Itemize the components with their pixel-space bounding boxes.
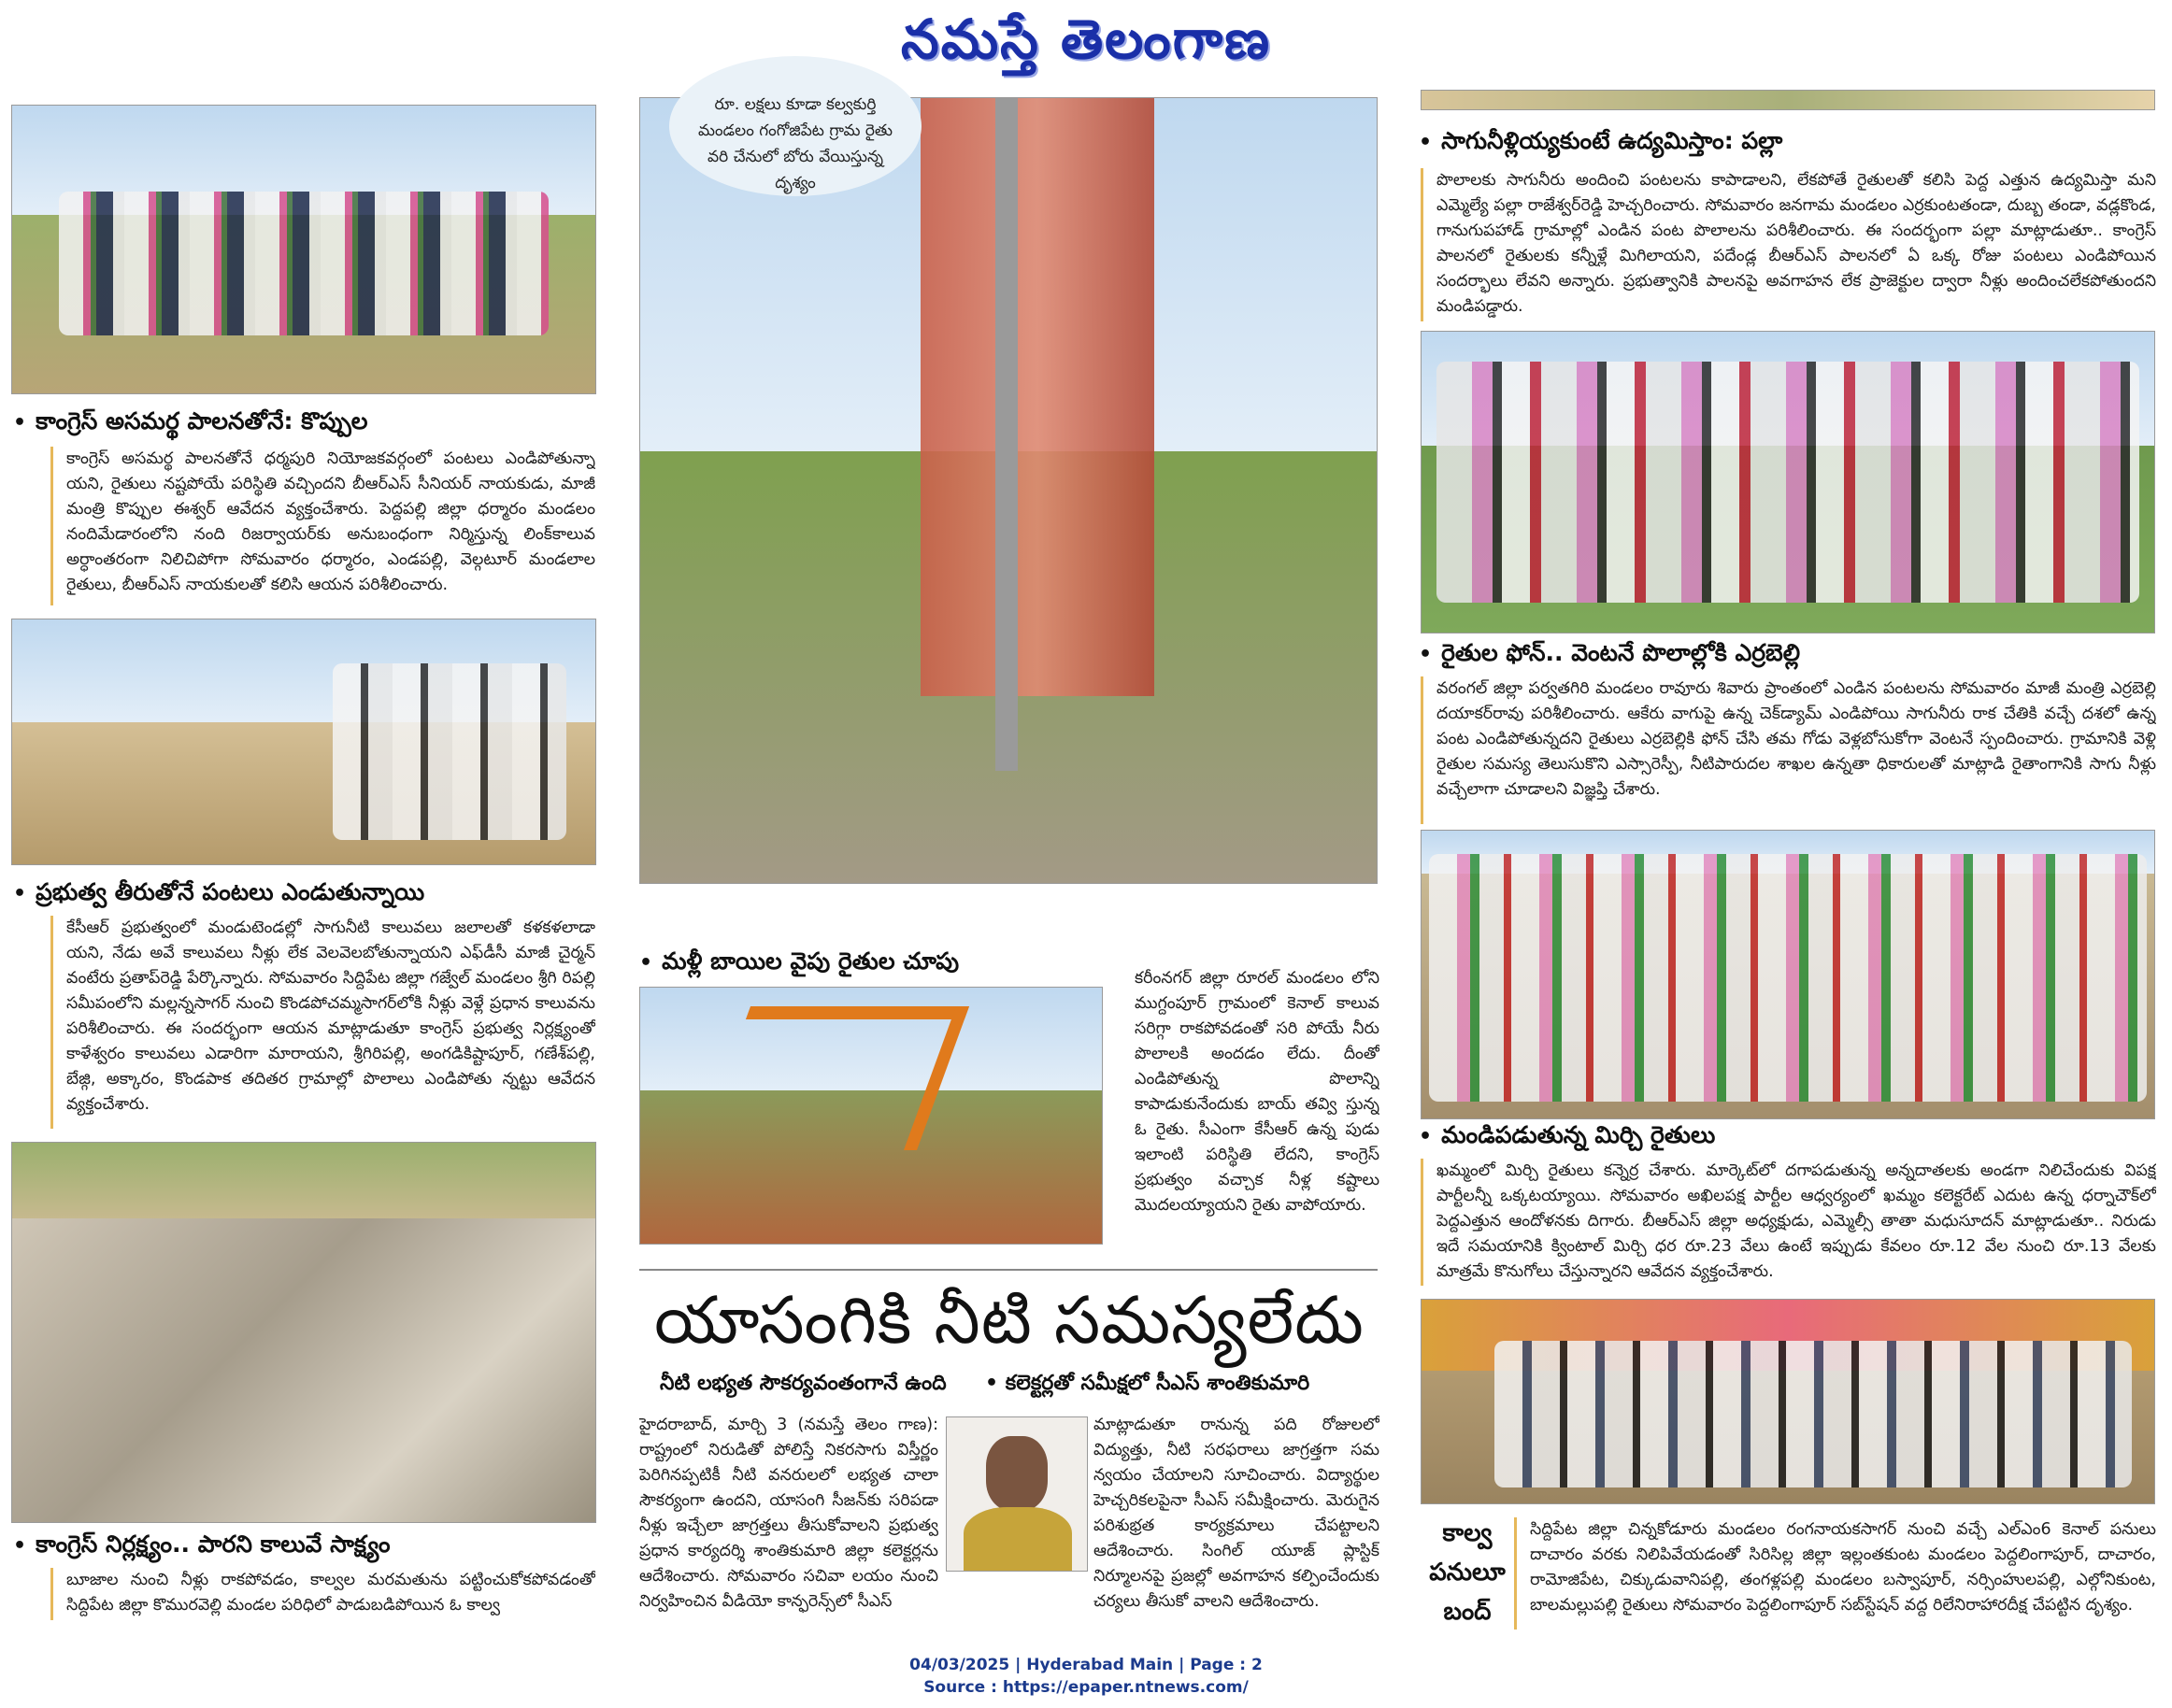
headline-left-2: • ప్రభుత్వ తీరుతోనే పంటలు ఎండుతున్నాయి (13, 878, 425, 905)
headline-right-1: • సాగునీళ్లియ్యకుంటే ఉద్యమిస్తాం: పల్లా (1419, 127, 1783, 154)
photo-dry-canal-bed (11, 1142, 596, 1523)
main-headline: యాసంగికి నీటి సమస్యలేదు (654, 1282, 1365, 1359)
subheadline-right: • కలెక్టర్లతో సమీక్షలో సీఎస్ శాంతికుమారి (985, 1372, 1310, 1395)
article-body-right-3: ఖమ్మంలో మిర్చి రైతులు కన్నెర్ర చేశారు. మార్కెట్‌లో దగాపడుతున్న అన్నదాతలకు అండగా నిలిచేందుకు విపక్ష పార్టీలన్నీ ఒక్కటయ్యాయి. సోమవారం అఖిలపక్ష పార్టీల ఆధ్వర్యంలో ఖమ్మం కలెక్టరేట్ ఎదుట ఉన్న ధర్నాచౌక్‌లో పెద్దఎత్తున ఆందోళనకు దిగారు. బీఆర్‌ఎస్ జిల్లా అధ్యక్షుడు, ఎమ్మెల్సీ తాతా మధుసూదన్ మాట్లాడుతూ.. నిరుడు ఇదే సమయానికి క్వింటాల్ మిర్చి ధర రూ.23 వేలు ఉంటే ఇప్పుడు కేవలం రూ.12 వేల నుంచి రూ.13 వేలకు మాత్రమే కొనుగోలు చేస్తున్నారని ఆవేదన వ్యక్తంచేశారు. (1421, 1159, 2156, 1286)
photo-excavator-well (639, 987, 1103, 1245)
photo-caption-bubble: రూ. లక్షలు కూడా కల్వకుర్తి మండలం గంగోజిపేట గ్రామ రైతు వరి చేనులో బోరు వేయిస్తున్న దృశ్యం (669, 56, 922, 196)
headline-left-3: • కాంగ్రెస్ నిర్లక్ష్యం.. పారని కాలువే సాక్ష్యం (13, 1530, 391, 1558)
headline-right-2: • రైతుల ఫోన్.. వెంటనే పొలాల్లోకి ఎర్రబెల్లి (1419, 639, 1801, 666)
photo-top-strip (1421, 90, 2155, 110)
article-body-left-3: బూజాల నుంచి నీళ్లు రాకపోవడం, కాల్వల మరమతును పట్టించుకోకపోవడంతో సిద్దిపేట జిల్లా కొమురవెల్లి మండల పరిధిలో పాడుబడిపోయిన ఓ కాల్వ (50, 1568, 595, 1620)
newspaper-title: నమస్తే తెలంగాణ (901, 7, 1271, 71)
divider-center (639, 1269, 1378, 1271)
article-body-center-right: మాట్లాడుతూ రానున్న పది రోజులలో విద్యుత్తు, నీటి సరఫరాలు జాగ్రత్తగా సమ న్వయం చేయాలని సూచించారు. విద్యార్థుల హెచ్చరికలపైనా సీఎస్ సమీక్షించారు. మెరుగైన పరిశుభ్రత కార్యక్రమాలు చేపట్టాలని ఆదేశించారు. సింగిల్ యూజ్ ప్లాస్టిక్ నిర్మూలనపై ప్రజల్లో అవగాహన కల్పించేందుకు చర్యలు తీసుకో వాలని ఆదేశించారు. (1093, 1416, 1379, 1611)
photo-canal-inspection (11, 105, 596, 394)
headline-left-1: • కాంగ్రెస్ అసమర్థ పాలనతోనే: కొప్పుల (13, 407, 368, 434)
photo-dry-canal-officials (11, 619, 596, 865)
headline-right-3: • మండిపడుతున్న మిర్చి రైతులు (1419, 1121, 1716, 1148)
article-body-center-1: కరీంనగర్ జిల్లా రూరల్ మండలం లోని ముగ్దంపూర్ గ్రామంలో కెనాల్ కాలువ సరిగ్గా రాకపోవడంతో సరి పోయే నీరు పొలాలకి అందడం లేదు. దీంతో ఎండిపోతున్న పొలాన్ని కాపాడుకునేందుకు బాయ్ తవ్వి స్తున్న ఓ రైతు. సీఎంగా కేసీఆర్ ఉన్న పుడు ఇలాంటి పరిస్థితి లేదని, కాంగ్రెస్ ప్రభుత్వం వచ్చాక నీళ్ల కష్టాలు మొదలయ్యాయని రైతు వాపోయారు. (1135, 969, 1379, 1215)
article-body-center-left: హైదరాబాద్, మార్చి 3 (నమస్తే తెలం గాణ): రాష్ట్రంలో నిరుడితో పోలిస్తే నికరసాగు విస్తీర్ణం పెరిగినప్పటికీ నీటి వనరులలో లభ్యత చాలా సౌకర్యంగా ఉందని, యాసంగి సీజన్‌కు సరిపడా నీళ్లు ఇచ్చేలా జాగ్రత్తలు తీసుకోవాలని ప్రభుత్వ ప్రధాన కార్యదర్శి శాంతికుమారి జిల్లా కలెక్టర్లను ఆదేశించారు. సోమవారం సచివా లయం నుంచి నిర్వహించిన వీడియో కాన్ఫరెన్స్‌లో సీఎస్ (639, 1416, 938, 1611)
photo-relay-hunger-strike (1421, 1299, 2155, 1504)
photo-errabelli-field (1421, 331, 2155, 633)
photo-cs-portrait (946, 1416, 1088, 1572)
article-body-right-2: వరంగల్ జిల్లా పర్వతగిరి మండలం రావూరు శివారు ప్రాంతంలో ఎండిన పంటలను సోమవారం మాజీ మంత్రి ఎర్రబెల్లి దయాకర్‌రావు పరిశీలించారు. ఆకేరు వాగుపై ఉన్న చెక్‌డ్యామ్ ఎండిపోయి సాగునీరు రాక చేతికి వచ్చే దశలో ఉన్న పంట ఎండిపోతున్నదని రైతులు ఎర్రబెల్లికి ఫోన్ చేసి తమ గోడు వెళ్లబోసుకోగా వెంటనే స్పందించారు. గ్రామానికి వెళ్లి రైతుల సమస్య తెలుసుకొని ఎస్సారెస్పీ, నీటిపారుదల శాఖల ఉన్నతా ధికారులతో మాట్లాడి రైతాంగానికి సాగు నీళ్లు వచ్చేలాగా చూడాలని విజ్ఞప్తి చేశారు. (1421, 676, 2156, 824)
article-body-left-2: కేసీఆర్ ప్రభుత్వంలో మండుటెండల్లో సాగునీటి కాలువలు జలాలతో కళకళలాడా యని, నేడు అవే కాలువలు నీళ్లు లేక వెలవెలబోతున్నాయని ఎఫ్‌డీసీ మాజీ చైర్మన్ వంటేరు ప్రతాప్‌రెడ్డి పేర్కొన్నారు. సోమవారం సిద్దిపేట జిల్లా గజ్వేల్ మండలం శ్రీగి రిపల్లి సమీపంలోని మల్లన్నసాగర్ నుంచి కొండపోచమ్మసాగర్‌లోకి నీళ్లు వెళ్లే ప్రధాన కాలువను పరిశీలించారు. ఈ సందర్భంగా ఆయన మాట్లాడుతూ కాంగ్రెస్ ప్రభుత్వ నిర్లక్ష్యంతో కాళేశ్వరం కాలువలు ఎడారిగా మారాయని, శ్రీగిరిపల్లి, అంగడికిష్టాపూర్, గణేశ్‌పల్లి, బేజ్గి, అక్కారం, కొండపాక తదితర గ్రామాల్లో పొలాలు ఎండిపోతు న్నట్టు ఆవేదన వ్యక్తంచేశారు. (50, 916, 595, 1129)
article-body-right-1: పొలాలకు సాగునీరు అందించి పంటలను కాపాడాలని, లేకపోతే రైతులతో కలిసి పెద్ద ఎత్తున ఉద్యమిస్తా మని ఎమ్మెల్యే పల్లా రాజేశ్వర్‌రెడ్డి హెచ్చరించారు. సోమవారం జనగామ మండలం ఎర్రకుంటతండా, దుబ్బ తండా, వడ్లకొండ, గానుగుపహాడ్ గ్రామాల్లో ఎండిన పంట పొలాలను పరిశీలించారు. ఈ సందర్భంగా పల్లా మాట్లాడుతూ.. కాంగ్రెస్ పాలనలో రైతులకు కన్నీళ్లే మిగిలాయని, పదేండ్ల బీఆర్‌ఎస్ పాలనలో ఏ ఒక్క రోజు పంటలు ఎండిపోయిన సందర్భాలు లేవని అన్నారు. ప్రభుత్వానికి పాలనపై అవగాహన లేక ప్రాజెక్టుల ద్వారా నీళ్లు అందించలేకపోతుందని మండిపడ్డారు. (1421, 168, 2156, 321)
side-label: కాల్వ పనులూ బంద్ (1429, 1519, 1506, 1626)
headline-center-1: • మళ్లీ బాయిల వైపు రైతుల చూపు (639, 947, 960, 975)
masthead (0, 0, 2172, 90)
article-body-right-4: సిద్దిపేట జిల్లా చిన్నకోడూరు మండలం రంగనాయకసాగర్ నుంచి వచ్చే ఎల్‌ఎం6 కెనాల్ పనులు దాచారం వరకు నిలిపివేయడంతో సిరిసిల్ల జిల్లా ఇల్లంతకుంట మండలం పెద్దలింగాపూర్, దాచారం, రామోజిపేట, చిక్కుడువానిపల్లి, తంగళ్లపల్లి మండలం బస్వాపూర్, నర్సింహులపల్లి, ఎల్గోనికుంట, బాలమల్లుపల్లి రైతులు సోమవారం పెద్దలింగాపూర్ సబ్‌స్టేషన్ వద్ద రిలేనిరాహారదీక్ష చేపట్టిన దృశ్యం. (1514, 1517, 2156, 1630)
footer-source-link[interactable]: Source : https://epaper.ntnews.com/ (923, 1678, 1249, 1697)
footer-edition-info: 04/03/2025 | Hyderabad Main | Page : 2 (909, 1656, 1263, 1674)
photo-borewell-rig (639, 97, 1378, 884)
subheadline-left: నీటి లభ్యత సౌకర్యవంతంగానే ఉంది (660, 1372, 947, 1395)
article-body-left-1: కాంగ్రెస్ అసమర్థ పాలనతోనే ధర్మపురి నియోజకవర్గంలో పంటలు ఎండిపోతున్నా యని, రైతులు నష్టపోయే పరిస్థితి వచ్చిందని బీఆర్‌ఎస్ సీనియర్ నాయకుడు, మాజీ మంత్రి కొప్పుల ఈశ్వర్ ఆవేదన వ్యక్తంచేశారు. పెద్దపల్లి జిల్లా ధర్మారం మండలం నందిమేడారంలోని నంది రిజర్వాయర్‌కు అనుబంధంగా నిర్మిస్తున్న లింక్‌కాలువ అర్ధాంతరంగా నిలిచిపోగా సోమవారం ధర్మారం, ఎండపల్లి, వెల్గటూర్ మండలాల రైతులు, బీఆర్‌ఎస్ నాయకులతో కలిసి ఆయన పరిశీలించారు. (50, 447, 595, 605)
photo-chilli-farmers-protest (1421, 830, 2155, 1119)
